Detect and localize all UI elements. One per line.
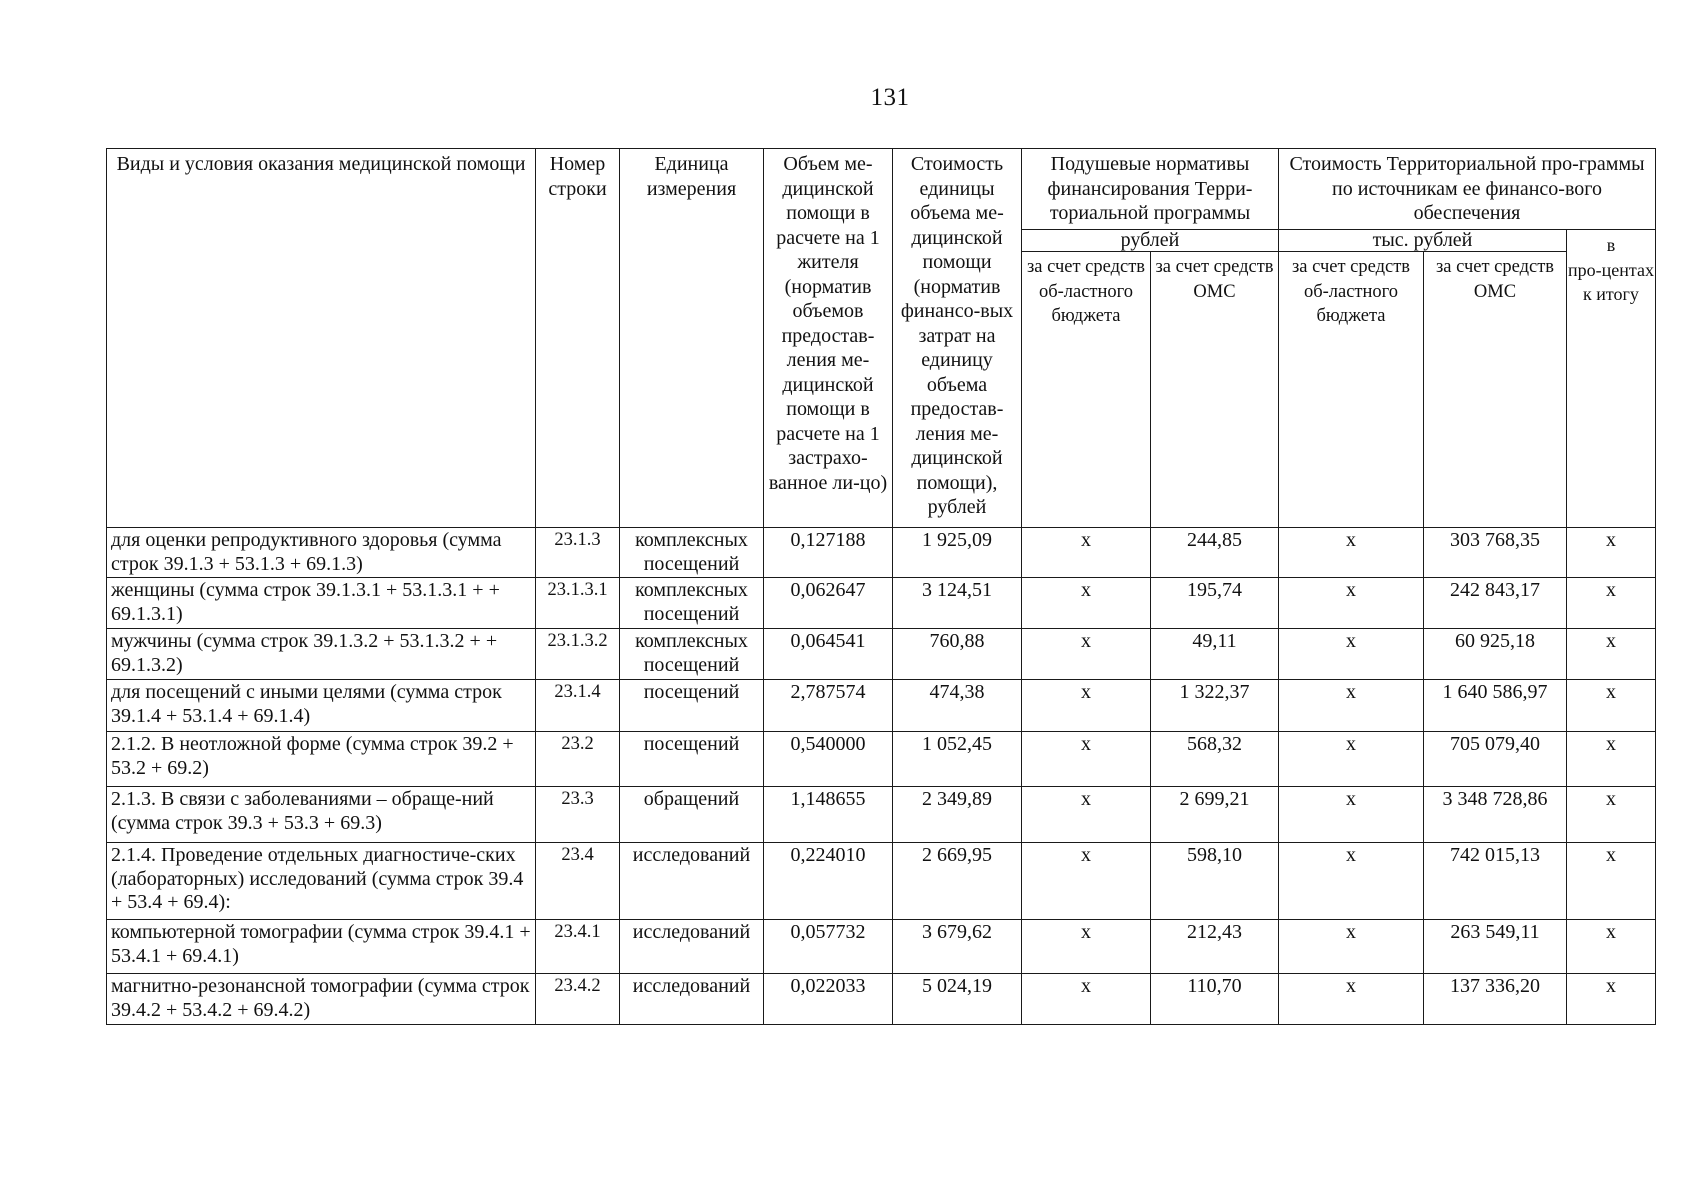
table-row xyxy=(107,528,1656,578)
table-row xyxy=(107,920,1656,974)
row-pc-oms: 49,11 xyxy=(1151,629,1279,680)
row-volume: 0,224010 xyxy=(764,843,893,920)
row-tc-budget: х xyxy=(1279,732,1424,787)
header-program-cost-group: Стоимость Территориальной про-граммы по источникам ее финансо-вого обеспечения xyxy=(1279,149,1656,230)
table-row xyxy=(107,629,1656,680)
row-percent: х xyxy=(1567,974,1656,1025)
row-code: 23.1.4 xyxy=(536,680,620,732)
row-percent: х xyxy=(1567,680,1656,732)
row-tc-budget: х xyxy=(1279,974,1424,1025)
row-tc-budget: х xyxy=(1279,578,1424,629)
header-pc-budget: за счет средств об-ластного бюджета xyxy=(1022,252,1151,528)
row-pc-budget: х xyxy=(1022,974,1151,1025)
row-unit: исследований xyxy=(620,920,764,974)
financing-table xyxy=(106,148,1656,1025)
row-tc-budget: х xyxy=(1279,787,1424,843)
row-name: для оценки репродуктивного здоровья (сумма строк 39.1.3 + 53.1.3 + 69.1.3) xyxy=(107,528,536,578)
row-cost-unit: 5 024,19 xyxy=(893,974,1022,1025)
row-tc-oms: 242 843,17 xyxy=(1424,578,1567,629)
row-volume: 1,148655 xyxy=(764,787,893,843)
row-volume: 0,540000 xyxy=(764,732,893,787)
row-code: 23.1.3.2 xyxy=(536,629,620,680)
row-code: 23.1.3.1 xyxy=(536,578,620,629)
row-unit: комплексных посещений xyxy=(620,528,764,578)
row-name: 2.1.2. В неотложной форме (сумма строк 39.2 + 53.2 + 69.2) xyxy=(107,732,536,787)
header-percent xyxy=(1567,230,1656,528)
row-cost-unit: 3 124,51 xyxy=(893,578,1022,629)
table-row xyxy=(107,578,1656,629)
row-cost-unit: 474,38 xyxy=(893,680,1022,732)
row-unit: исследований xyxy=(620,843,764,920)
row-percent: х xyxy=(1567,843,1656,920)
row-name: женщины (сумма строк 39.1.3.1 + 53.1.3.1 + + 69.1.3.1) xyxy=(107,578,536,629)
row-percent: х xyxy=(1567,578,1656,629)
row-percent: х xyxy=(1567,787,1656,843)
row-tc-budget: х xyxy=(1279,920,1424,974)
header-cost-unit: Стоимость единицы объема ме-дицинской помощи (норматив финансо-вых затрат на единицу объема предостав-ления ме-дицинской помощи), рублей xyxy=(893,149,1022,528)
header-unit: Единица измерения xyxy=(620,149,764,528)
row-unit: комплексных посещений xyxy=(620,629,764,680)
row-pc-budget: х xyxy=(1022,920,1151,974)
row-name: 2.1.4. Проведение отдельных диагностиче-ских (лабораторных) исследований (сумма строк 39.4 + 53.4 + 69.4): xyxy=(107,843,536,920)
header-volume: Объем ме-дицинской помощи в расчете на 1 жителя (норматив объемов предостав-ления ме-дицинской помощи в расчете на 1 застрахо-ванное ли-цо) xyxy=(764,149,893,528)
row-pc-budget: х xyxy=(1022,578,1151,629)
row-name: магнитно-резонансной томографии (сумма строк 39.4.2 + 53.4.2 + 69.4.2) xyxy=(107,974,536,1025)
row-pc-budget: х xyxy=(1022,680,1151,732)
table-row xyxy=(107,732,1656,787)
row-cost-unit: 1 052,45 xyxy=(893,732,1022,787)
row-unit: исследований xyxy=(620,974,764,1025)
row-code: 23.1.3 xyxy=(536,528,620,578)
row-code: 23.4 xyxy=(536,843,620,920)
row-percent: х xyxy=(1567,920,1656,974)
row-cost-unit: 1 925,09 xyxy=(893,528,1022,578)
row-pc-budget: х xyxy=(1022,732,1151,787)
header-row-groups xyxy=(107,149,1656,230)
row-unit: обращений xyxy=(620,787,764,843)
row-code: 23.2 xyxy=(536,732,620,787)
row-percent: х xyxy=(1567,732,1656,787)
row-volume: 0,057732 xyxy=(764,920,893,974)
row-tc-budget: х xyxy=(1279,528,1424,578)
row-pc-oms: 1 322,37 xyxy=(1151,680,1279,732)
header-kind: Виды и условия оказания медицинской помощи xyxy=(107,149,536,528)
row-tc-budget: х xyxy=(1279,629,1424,680)
row-tc-oms: 263 549,11 xyxy=(1424,920,1567,974)
row-tc-oms: 742 015,13 xyxy=(1424,843,1567,920)
row-pc-budget: х xyxy=(1022,528,1151,578)
row-volume: 0,022033 xyxy=(764,974,893,1025)
row-cost-unit: 2 349,89 xyxy=(893,787,1022,843)
row-tc-oms: 303 768,35 xyxy=(1424,528,1567,578)
row-name: 2.1.3. В связи с заболеваниями – обраще-ний (сумма строк 39.3 + 53.3 + 69.3) xyxy=(107,787,536,843)
row-unit: посещений xyxy=(620,680,764,732)
header-tc-budget: за счет средств об-ластного бюджета xyxy=(1279,252,1424,528)
header-pc-oms: за счет средств ОМС xyxy=(1151,252,1279,528)
header-tc-oms: за счет средств ОМС xyxy=(1424,252,1567,528)
row-pc-budget: х xyxy=(1022,843,1151,920)
row-code: 23.4.1 xyxy=(536,920,620,974)
row-percent: х xyxy=(1567,528,1656,578)
header-per-capita-group: Подушевые нормативы финансирования Терри-ториальной программы xyxy=(1022,149,1279,230)
row-volume: 2,787574 xyxy=(764,680,893,732)
row-pc-oms: 195,74 xyxy=(1151,578,1279,629)
row-tc-oms: 3 348 728,86 xyxy=(1424,787,1567,843)
page-number: 131 xyxy=(870,84,910,111)
row-cost-unit: 2 669,95 xyxy=(893,843,1022,920)
row-tc-oms: 1 640 586,97 xyxy=(1424,680,1567,732)
header-percent-a: в xyxy=(1606,235,1616,255)
row-percent: х xyxy=(1567,629,1656,680)
table-row xyxy=(107,843,1656,920)
row-pc-budget: х xyxy=(1022,629,1151,680)
header-row-number: Номер строки xyxy=(536,149,620,528)
row-pc-oms: 598,10 xyxy=(1151,843,1279,920)
row-tc-oms: 705 079,40 xyxy=(1424,732,1567,787)
row-tc-budget: х xyxy=(1279,843,1424,920)
row-pc-oms: 2 699,21 xyxy=(1151,787,1279,843)
row-pc-oms: 244,85 xyxy=(1151,528,1279,578)
table-row xyxy=(107,974,1656,1025)
table-row xyxy=(107,787,1656,843)
header-program-cost-unit: тыс. рублей xyxy=(1279,230,1567,252)
row-code: 23.4.2 xyxy=(536,974,620,1025)
row-pc-oms: 110,70 xyxy=(1151,974,1279,1025)
row-unit: комплексных посещений xyxy=(620,578,764,629)
row-unit: посещений xyxy=(620,732,764,787)
row-name: компьютерной томографии (сумма строк 39.4.1 + 53.4.1 + 69.4.1) xyxy=(107,920,536,974)
row-tc-budget: х xyxy=(1279,680,1424,732)
row-name: для посещений с иными целями (сумма строк 39.1.4 + 53.1.4 + 69.1.4) xyxy=(107,680,536,732)
row-cost-unit: 3 679,62 xyxy=(893,920,1022,974)
header-per-capita-unit: рублей xyxy=(1022,230,1279,252)
row-pc-oms: 568,32 xyxy=(1151,732,1279,787)
row-name: мужчины (сумма строк 39.1.3.2 + 53.1.3.2 + + 69.1.3.2) xyxy=(107,629,536,680)
table-row xyxy=(107,680,1656,732)
row-pc-oms: 212,43 xyxy=(1151,920,1279,974)
row-cost-unit: 760,88 xyxy=(893,629,1022,680)
row-tc-oms: 60 925,18 xyxy=(1424,629,1567,680)
row-volume: 0,062647 xyxy=(764,578,893,629)
row-tc-oms: 137 336,20 xyxy=(1424,974,1567,1025)
row-code: 23.3 xyxy=(536,787,620,843)
header-percent-b: про-центах к итогу xyxy=(1568,259,1654,304)
row-pc-budget: х xyxy=(1022,787,1151,843)
row-volume: 0,064541 xyxy=(764,629,893,680)
row-volume: 0,127188 xyxy=(764,528,893,578)
